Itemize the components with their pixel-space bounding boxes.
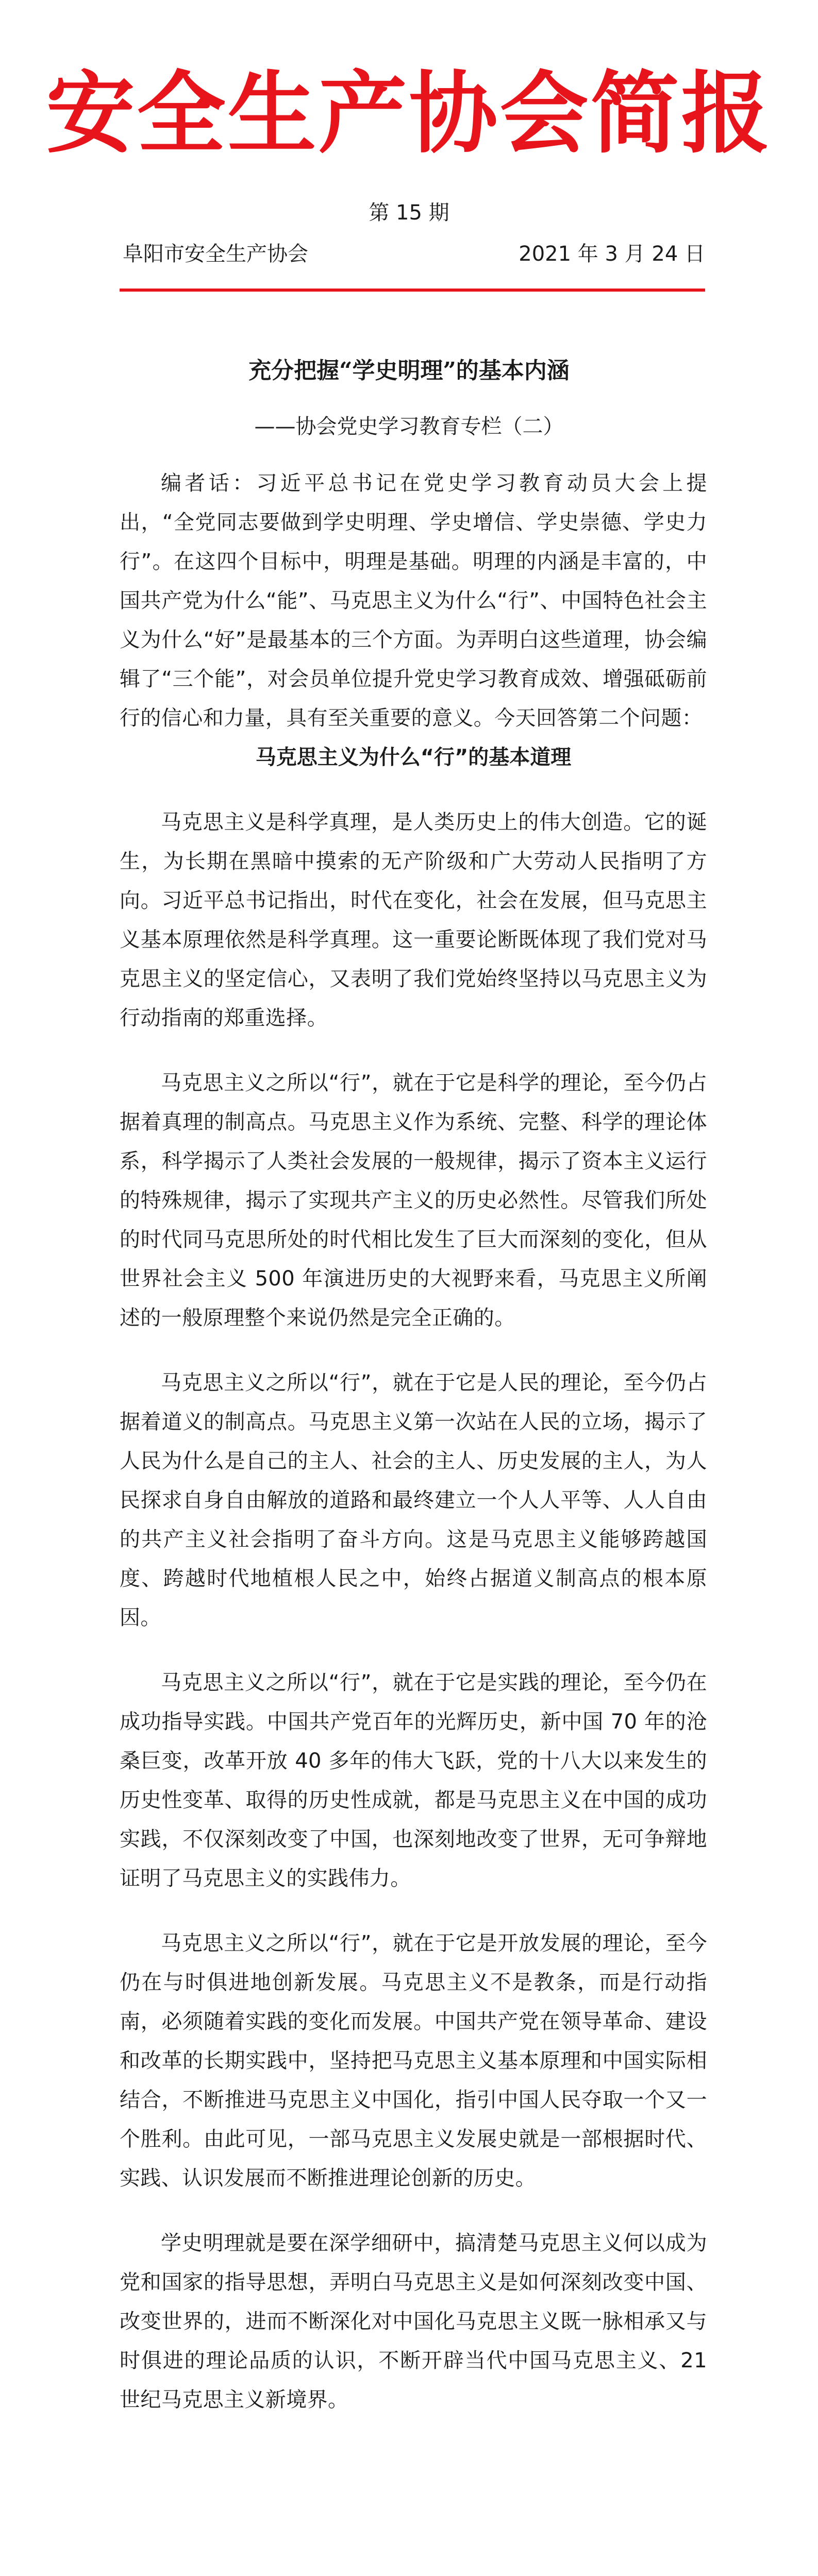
body-paragraph: 学史明理就是要在深学细研中，搞清楚马克思主义何以成为党和国家的指导思想，弄明白马克思主义是如何深刻改变中国、改变世界的，进而不断深化对中国化马克思主义既一脉相承又与时俱进的理论品质的认识，不断开辟当代中国马克思主义、21 世纪马克思主义新境界。 — [120, 2231, 707, 2412]
body-paragraph: 马克思主义是科学真理，是人类历史上的伟大创造。它的诞生，为长期在黑暗中摸索的无产阶级和广大劳动人民指明了方向。习近平总书记指出，时代在变化，社会在发展，但马克思主义基本原理依然是科学真理。这一重要论断既体现了我们党对马克思主义的坚定信心，又表明了我们党始终坚持以马克思主义为行动指南的郑重选择。 — [120, 810, 707, 1030]
article-body — [120, 464, 707, 2445]
article-title: 充分把握“学史明理”的基本内涵 — [248, 358, 570, 384]
bulletin-masthead-title: 安全生产协会简报 — [46, 61, 772, 165]
body-paragraph: 马克思主义之所以“行”，就在于它是人民的理论，至今仍占据着道义的制高点。马克思主义第一次站在人民的立场，揭示了人民为什么是自己的主人、社会的主人、历史发展的主人，为人民探求自身自由解放的道路和最终建立一个人人平等、人人自由的共产主义社会指明了奋斗方向。这是马克思主义能够跨越国度、跨越时代地植根人民之中，始终占据道义制高点的根本原因。 — [120, 1371, 707, 1630]
body-paragraph: 马克思主义之所以“行”，就在于它是实践的理论，至今仍在成功指导实践。中国共产党百年的光辉历史，新中国 70 年的沧桑巨变，改革开放 40 多年的伟大飞跃，党的十八大以来发生的历史性变革、取得的历史性成就，都是马克思主义在中国的成功实践，不仅深刻改变了中国，也深刻地改变了世界，无可争辩地证明了马克思主义的实践伟力。 — [120, 1671, 707, 1890]
publisher-name: 阜阳市安全生产协会 — [123, 242, 308, 266]
masthead-divider — [120, 289, 705, 292]
issue-number: 第 15 期 — [369, 201, 449, 225]
article-subtitle: ——协会党史学习教育专栏（二） — [254, 415, 564, 438]
section-heading: 马克思主义为什么“行”的基本道理 — [255, 745, 572, 769]
publish-date: 2021 年 3 月 24 日 — [519, 242, 705, 266]
editor-note: 编者话：习近平总书记在党史学习教育动员大会上提出，“全党同志要做到学史明理、学史增信、学史崇德、学史力行”。在这四个目标中，明理是基础。明理的内涵是丰富的，中国共产党为什么“能”、马克思主义为什么“行”、中国特色社会主义为什么“好”是最基本的三个方面。为弄明白这些道理，协会编辑了“三个能”，对会员单位提升党史学习教育成效、增强砥砺前行的信心和力量，具有至关重要的意义。今天回答第二个问题： — [120, 471, 707, 730]
publisher-row — [123, 241, 705, 267]
body-paragraph: 马克思主义之所以“行”，就在于它是科学的理论，至今仍占据着真理的制高点。马克思主义作为系统、完整、科学的理论体系，科学揭示了人类社会发展的一般规律，揭示了资本主义运行的特殊规律，揭示了实现共产主义的历史必然性。尽管我们所处的时代同马克思所处的时代相比发生了巨大而深刻的变化，但从世界社会主义 500 年演进历史的大视野来看，马克思主义所阐述的一般原理整个来说仍然是完全正确的。 — [120, 1071, 707, 1330]
body-paragraph: 马克思主义之所以“行”，就在于它是开放发展的理论，至今仍在与时俱进地创新发展。马克思主义不是教条，而是行动指南，必须随着实践的变化而发展。中国共产党在领导革命、建设和改革的长期实践中，坚持把马克思主义基本原理和中国实际相结合，不断推进马克思主义中国化，指引中国人民夺取一个又一个胜利。由此可见，一部马克思主义发展史就是一部根据时代、实践、认识发展而不断推进理论创新的历史。 — [120, 1931, 707, 2190]
